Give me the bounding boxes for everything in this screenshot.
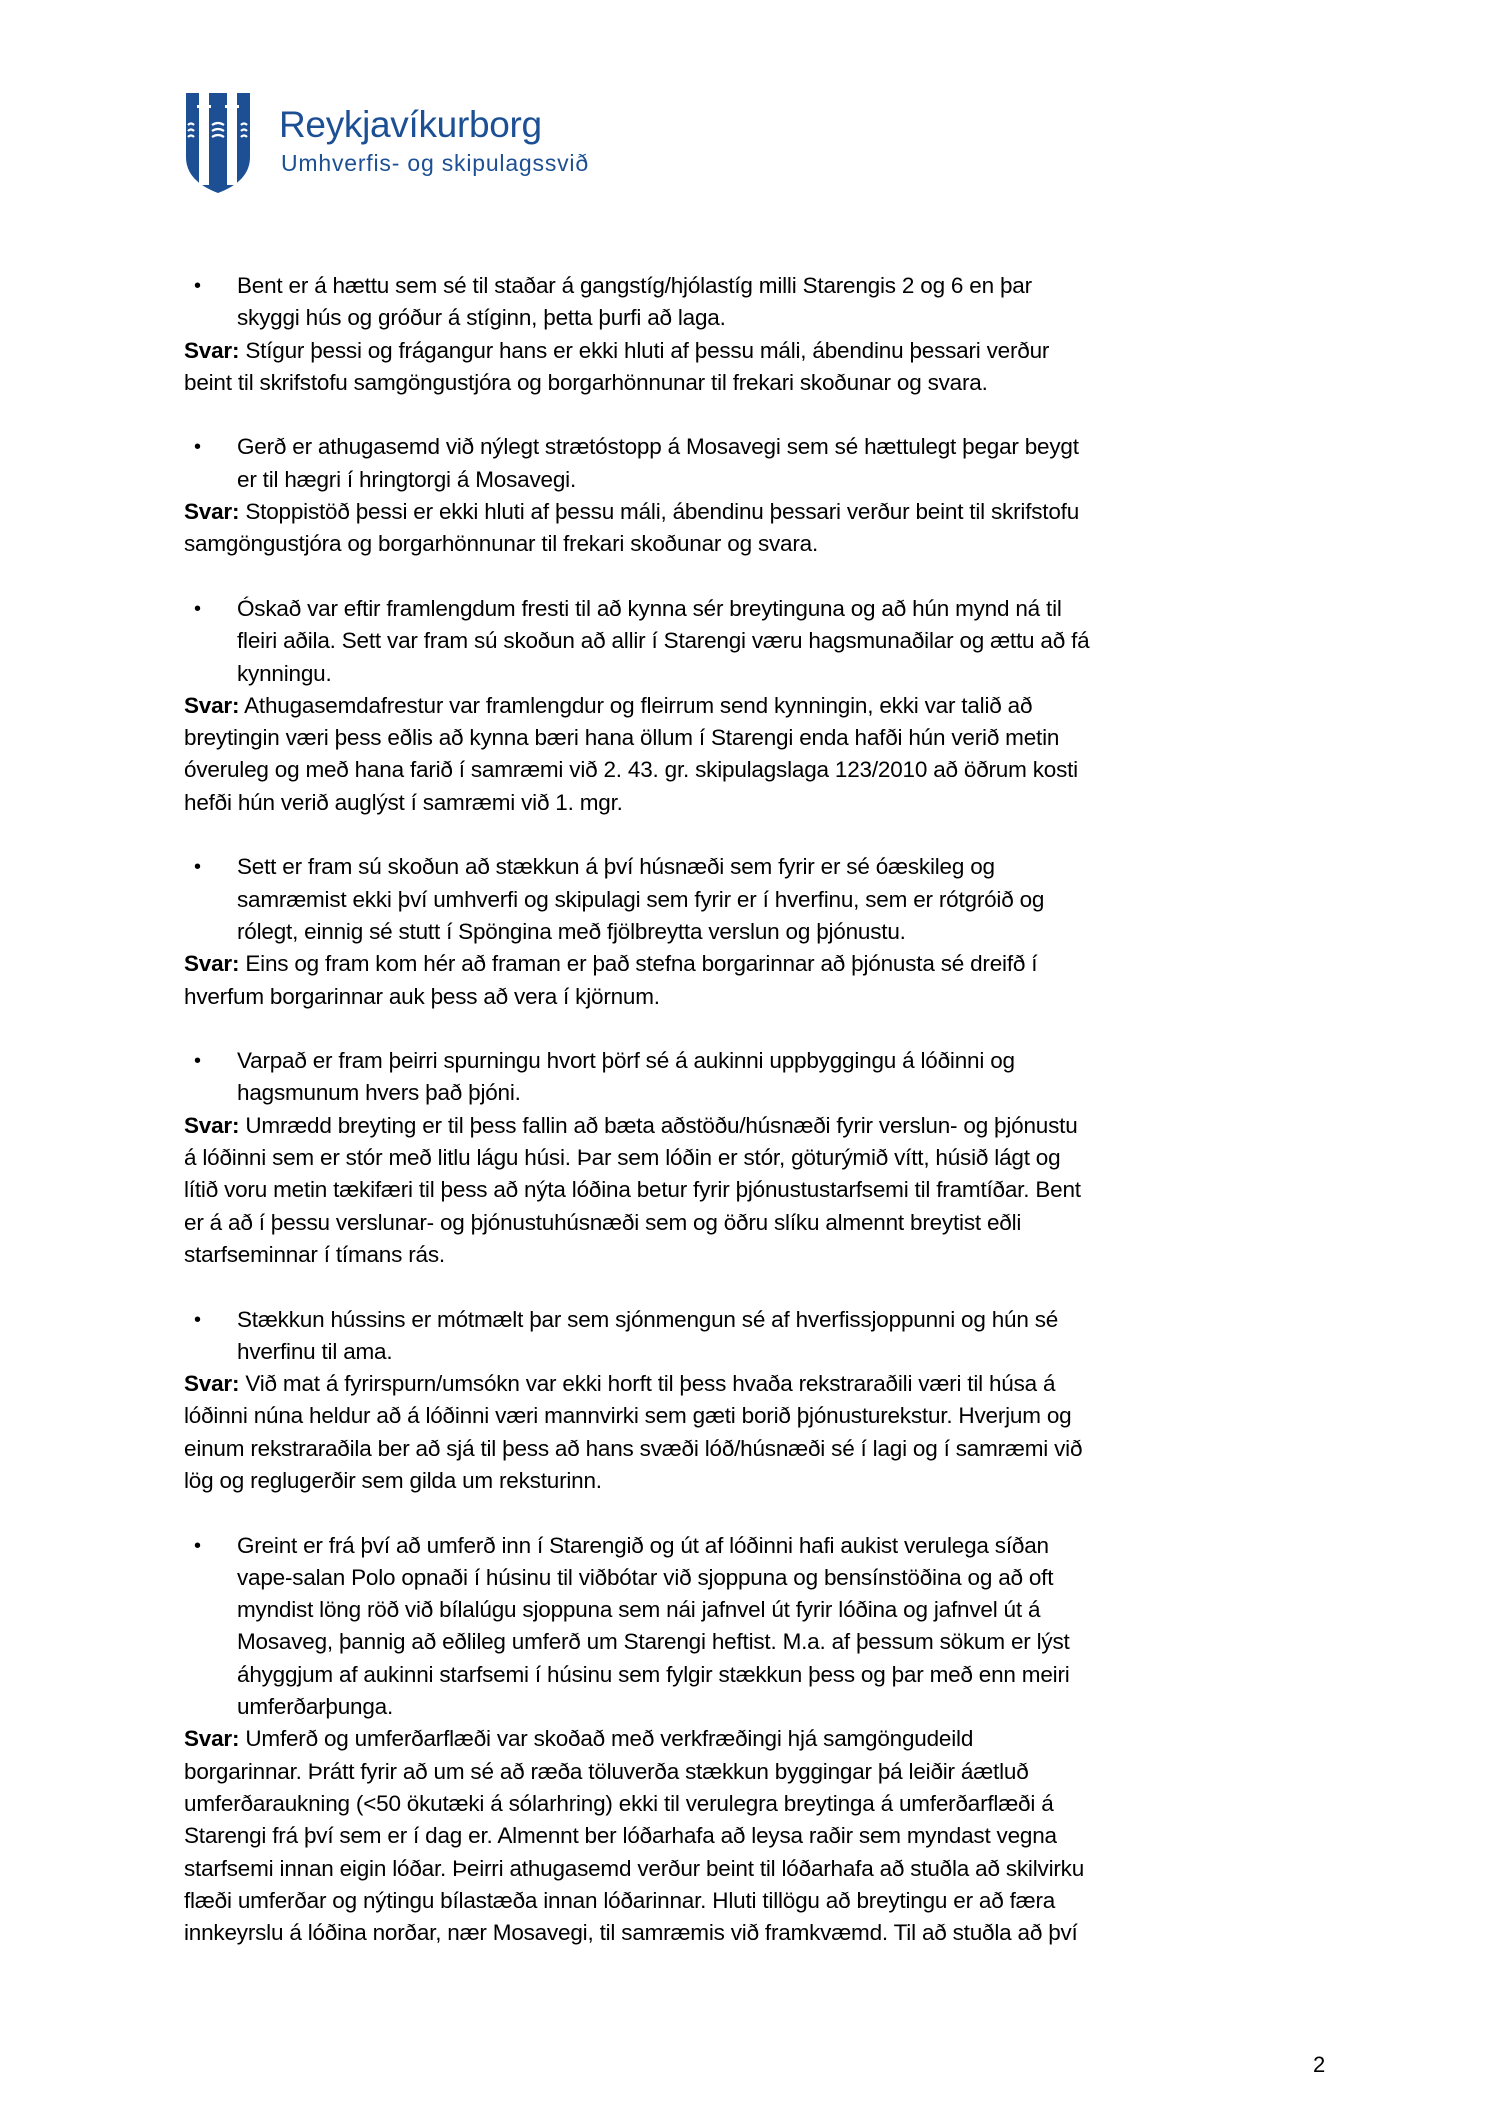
bullet-icon: • [194, 436, 201, 459]
organization-name: Reykjavíkurborg [279, 104, 542, 145]
comment-text: fleiri aðila. Sett var fram sú skoðun að allir í Starengi væru hagsmunaðilar og ættu að fá [237, 628, 1090, 654]
answer-text: flæði umferðar og nýtingu bílastæða innan lóðarinnar. Hluti tillögu að breytingu er að færa [184, 1887, 1056, 1913]
answer-line [184, 787, 1334, 819]
answer-text: starfseminnar í tímans rás. [184, 1241, 445, 1267]
comment-response-block [184, 1304, 1334, 1498]
answer-line [184, 1723, 1334, 1755]
answer-line [184, 1110, 1334, 1142]
bullet-icon: • [194, 1308, 201, 1331]
comment-response-block [184, 851, 1334, 1012]
answer-text: innkeyrslu á lóðina norðar, nær Mosavegi, til samræmis við framkvæmd. Til að stuðla að því [184, 1920, 1078, 1946]
comment-line [184, 658, 1334, 690]
comment-line [184, 916, 1334, 948]
answer-line [184, 1885, 1334, 1917]
answer-line [184, 1853, 1334, 1885]
answer-line [184, 335, 1334, 367]
comment-line [184, 884, 1334, 916]
comment-text: er til hægri í hringtorgi á Mosavegi. [237, 466, 576, 492]
reykjavik-coat-of-arms-icon [184, 91, 252, 195]
answer-line [184, 1820, 1334, 1852]
comment-text: Varpað er fram þeirri spurningu hvort þörf sé á aukinni uppbyggingu á lóðinni og [237, 1048, 1015, 1074]
bullet-icon: • [194, 597, 201, 620]
answer-text: hverfum borgarinnar auk þess að vera í kjörnum. [184, 983, 660, 1009]
comment-line [184, 1045, 1334, 1077]
answer-line [184, 1239, 1334, 1271]
answer-line [184, 1142, 1334, 1174]
answer-label: Svar: [184, 337, 240, 363]
comment-text: hverfinu til ama. [237, 1338, 393, 1364]
comment-response-block [184, 593, 1334, 819]
answer-line [184, 1368, 1334, 1400]
answer-label: Svar: [184, 1112, 240, 1138]
answer-text: óveruleg og með hana farið í samræmi við 2. 43. gr. skipulagslaga 123/2010 að öðrum kosti [184, 757, 1078, 783]
comment-response-block [184, 1045, 1334, 1271]
answer-label: Svar: [184, 692, 240, 718]
comment-text: Stækkun hússins er mótmælt þar sem sjónmengun sé af hverfissjoppunni og hún sé [237, 1306, 1059, 1332]
department-name: Umhverfis- og skipulagssvið [281, 150, 589, 176]
comment-line [184, 1530, 1334, 1562]
answer-line [184, 690, 1334, 722]
bullet-icon: • [194, 1050, 201, 1073]
answer-text: beint til skrifstofu samgöngustjóra og borgarhönnunar til frekari skoðunar og svara. [184, 369, 988, 395]
answer-text: Umferð og umferðarflæði var skoðað með verkfræðingi hjá samgöngudeild [239, 1726, 974, 1752]
answer-text: Stígur þessi og frágangur hans er ekki hluti af þessu máli, ábendinu þessari verður [239, 337, 1050, 363]
answer-text: lítið voru metin tækifæri til þess að nýta lóðina betur fyrir þjónustustarfsemi til framtíðar. Bent [184, 1177, 1081, 1203]
answer-text: lóðinni núna heldur að á lóðinni væri mannvirki sem gæti borið þjónusturekstur. Hverjum og [184, 1403, 1072, 1429]
paragraph-spacer [184, 1013, 1334, 1045]
paragraph-spacer [184, 1271, 1334, 1303]
paragraph-spacer [184, 561, 1334, 593]
comment-line [184, 851, 1334, 883]
comment-line [184, 1594, 1334, 1626]
answer-text: á lóðinni sem er stór með litlu lágu húsi. Þar sem lóðin er stór, göturýmið vítt, húsið lágt og [184, 1145, 1061, 1171]
answer-label: Svar: [184, 951, 240, 977]
comment-text: umferðarþunga. [237, 1694, 394, 1720]
answer-line [184, 496, 1334, 528]
answer-line [184, 1788, 1334, 1820]
bullet-icon: • [194, 275, 201, 297]
answer-text: hefði hún verið auglýst í samræmi við 1. mgr. [184, 789, 623, 815]
answer-text: samgöngustjóra og borgarhönnunar til frekari skoðunar og svara. [184, 531, 819, 557]
comment-text: samræmist ekki því umhverfi og skipulagi sem fyrir er í hverfinu, sem er rótgróið og [237, 886, 1045, 912]
comment-text: rólegt, einnig sé stutt í Spöngina með fjölbreytta verslun og þjónustu. [237, 918, 906, 944]
answer-line [184, 948, 1334, 980]
comment-line [184, 302, 1334, 334]
answer-line [184, 981, 1334, 1013]
comment-line [184, 1077, 1334, 1109]
answer-label: Svar: [184, 1371, 240, 1397]
answer-line [184, 1756, 1334, 1788]
page-number: 2 [1313, 2052, 1326, 2077]
comment-line [184, 593, 1334, 625]
comment-text: vape-salan Polo opnaði í húsinu til viðbótar við sjoppuna og bensínstöðina og að oft [237, 1564, 1054, 1590]
answer-text: lög og reglugerðir sem gilda um reksturinn. [184, 1467, 602, 1493]
comment-line [184, 270, 1334, 302]
answer-line [184, 1433, 1334, 1465]
answer-line [184, 1917, 1334, 1949]
answer-label: Svar: [184, 1726, 240, 1752]
answer-text: Við mat á fyrirspurn/umsókn var ekki horft til þess hvaða rekstraraðili væri til húsa á [239, 1371, 1056, 1397]
comment-line [184, 464, 1334, 496]
comment-line [184, 1626, 1334, 1658]
comment-text: hagsmunum hvers það þjóni. [237, 1080, 521, 1106]
answer-line [184, 1207, 1334, 1239]
answer-text: einum rekstraraðila ber að sjá til þess að hans svæði lóð/húsnæði sé í lagi og í samræmi við [184, 1435, 1083, 1461]
answer-line [184, 367, 1334, 399]
bullet-icon: • [194, 856, 201, 879]
comment-line [184, 1336, 1334, 1368]
paragraph-spacer [184, 819, 1334, 851]
answer-line [184, 1174, 1334, 1206]
answer-text: umferðaraukning (<50 ökutæki á sólarhring) ekki til verulegra breytinga á umferðarflæði á [184, 1790, 1054, 1816]
comment-response-block [184, 1530, 1334, 1950]
comment-text: kynningu. [237, 660, 332, 686]
comment-text: Óskað var eftir framlengdum fresti til að kynna sér breytinguna og að hún mynd ná til [237, 595, 1062, 621]
comment-text: Sett er fram sú skoðun að stækkun á því húsnæði sem fyrir er sé óæskileg og [237, 854, 995, 880]
answer-text: Starengi frá því sem er í dag er. Almennt ber lóðarhafa að leysa raðir sem myndast vegna [184, 1823, 1057, 1849]
answer-text: borgarinnar. Þrátt fyrir að um sé að ræða töluverða stækkun byggingar þá leiðir áætluð [184, 1758, 1029, 1784]
comment-text: Mosaveg, þannig að eðlileg umferð um Starengi heftist. M.a. af þessum sökum er lýst [237, 1629, 1070, 1655]
paragraph-spacer [184, 399, 1334, 431]
comment-text: Bent er á hættu sem sé til staðar á gangstíg/hjólastíg milli Starengis 2 og 6 en þar [237, 273, 1032, 298]
comment-text: áhyggjum af aukinni starfsemi í húsinu sem fylgir stækkun þess og þar með enn meiri [237, 1661, 1070, 1687]
comment-line [184, 1304, 1334, 1336]
comment-line [184, 1691, 1334, 1723]
answer-line [184, 1400, 1334, 1432]
comment-line [184, 431, 1334, 463]
answer-text: er á að í þessu verslunar- og þjónustuhúsnæði sem og öðru slíku almennt breytist eðli [184, 1209, 1022, 1235]
comment-text: skyggi hús og gróður á stíginn, þetta þurfi að laga. [237, 305, 726, 331]
bullet-icon: • [194, 1534, 201, 1557]
answer-text: Umrædd breyting er til þess fallin að bæta aðstöðu/húsnæði fyrir verslun- og þjónustu [239, 1112, 1078, 1138]
comment-line [184, 1562, 1334, 1594]
answer-line [184, 528, 1334, 560]
comment-line [184, 625, 1334, 657]
answer-line [184, 1465, 1334, 1497]
answer-label: Svar: [184, 499, 240, 525]
comment-line [184, 1659, 1334, 1691]
answer-text: Stoppistöð þessi er ekki hluti af þessu máli, ábendinu þessari verður beint til skrifstofu [239, 499, 1080, 525]
answer-text: starfsemi innan eigin lóðar. Þeirri athugasemd verður beint til lóðarhafa að stuðla að skilvirku [184, 1855, 1085, 1881]
comment-text: Gerð er athugasemd við nýlegt strætóstopp á Mosavegi sem sé hættulegt þegar beygt [237, 434, 1079, 460]
answer-line [184, 754, 1334, 786]
paragraph-spacer [184, 1497, 1334, 1529]
document-body [184, 270, 1334, 1949]
answer-line [184, 722, 1334, 754]
comment-response-block [184, 270, 1334, 399]
comment-text: myndist löng röð við bílalúgu sjoppuna sem nái jafnvel út fyrir lóðina og jafnvel út á [237, 1597, 1041, 1623]
comment-response-block [184, 431, 1334, 560]
answer-text: Eins og fram kom hér að framan er það stefna borgarinnar að þjónusta sé dreifð í [239, 951, 1038, 977]
comment-text: Greint er frá því að umferð inn í Starengið og út af lóðinni hafi aukist verulega síðan [237, 1532, 1049, 1558]
answer-text: breytingin væri þess eðlis að kynna bæri hana öllum í Starengi enda hafði hún verið metin [184, 725, 1060, 751]
answer-text: Athugasemdafrestur var framlengdur og fleirrum send kynningin, ekki var talið að [239, 692, 1033, 718]
